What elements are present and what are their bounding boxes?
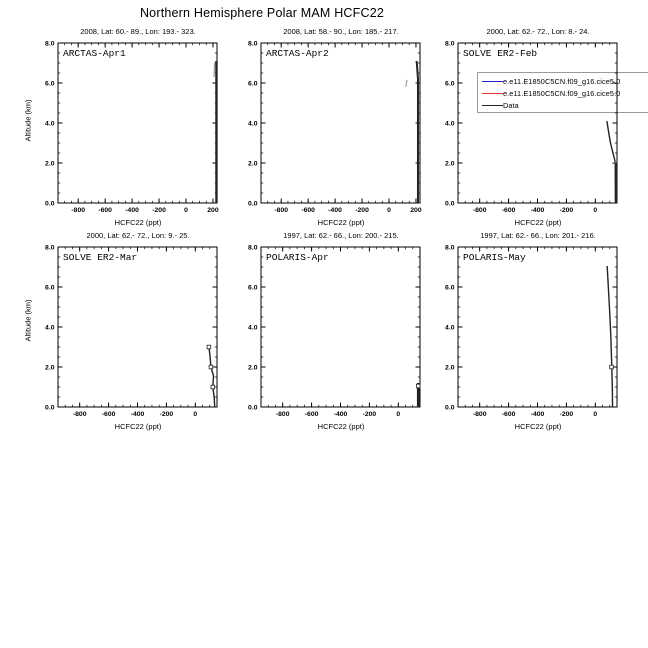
svg-text:-200: -200 [559,411,574,418]
plot-area [241,38,441,216]
plot-area [438,242,638,420]
svg-text:0: 0 [387,207,391,214]
subplot-header: 1997, Lat: 62.- 66., Lon: 201.- 216. [480,231,596,240]
svg-text:-800: -800 [71,207,86,214]
svg-text:-400: -400 [530,207,545,214]
chart-title: Northern Hemisphere Polar MAM HCFC22 [139,6,385,20]
svg-text:-600: -600 [301,207,315,214]
subplot-header: 2008, Lat: 58.- 90., Lon: 185.- 217. [283,27,399,36]
x-axis-label: HCFC22 (ppt) [317,218,365,227]
svg-text:-200: -200 [355,207,369,214]
x-axis-label: HCFC22 (ppt) [317,422,365,431]
x-axis-label: HCFC22 (ppt) [114,422,162,431]
subplot-title: SOLVE ER2-Feb [463,48,538,59]
legend-label: e.e11.E1850C5CN.f09_g16.cice5.0 [503,76,621,86]
subplot-solve-er2-feb [438,27,638,238]
plot-area [38,38,238,216]
svg-text:4.0: 4.0 [445,120,455,128]
svg-text:0.0: 0.0 [248,404,258,412]
legend-label: Data [503,100,519,110]
svg-text:2.0: 2.0 [248,160,258,168]
subplot-polaris-may [438,231,638,442]
svg-text:2.0: 2.0 [45,364,55,372]
svg-text:6.0: 6.0 [248,80,258,88]
subplot-header: 2000, Lat: 62.- 72., Lon: 9.- 25. [86,231,190,240]
subplot-title: POLARIS-May [463,252,526,263]
subplot-title: ARCTAS-Apr1 [63,48,126,59]
y-axis-label-bottom-row: Altitude (km) [23,299,33,342]
svg-text:4.0: 4.0 [248,324,258,332]
svg-text:2.0: 2.0 [248,364,258,372]
svg-text:0.0: 0.0 [445,404,455,412]
svg-text:-800: -800 [472,411,487,418]
x-axis-label: HCFC22 (ppt) [514,422,562,431]
svg-text:-200: -200 [152,207,166,214]
svg-text:0: 0 [593,411,598,418]
svg-text:6.0: 6.0 [248,284,258,292]
svg-text:-600: -600 [304,411,319,418]
subplot-polaris-apr [241,231,441,442]
svg-text:8.0: 8.0 [445,40,455,48]
svg-text:0.0: 0.0 [45,200,55,208]
svg-text:6.0: 6.0 [45,80,55,88]
svg-text:200: 200 [207,207,219,214]
plot-area [241,242,441,420]
svg-text:4.0: 4.0 [45,120,55,128]
svg-text:200: 200 [410,207,422,214]
svg-text:-800: -800 [274,207,289,214]
svg-text:-400: -400 [328,207,342,214]
plot-area [438,38,638,216]
subplot-title: SOLVE ER2-Mar [63,252,138,263]
svg-text:-400: -400 [130,411,145,418]
subplot-title: ARCTAS-Apr2 [266,48,329,59]
svg-text:8.0: 8.0 [445,244,455,252]
svg-text:-600: -600 [98,207,112,214]
svg-text:-600: -600 [501,207,516,214]
subplot-arctas-apr1 [38,27,238,238]
svg-text:-800: -800 [72,411,87,418]
x-axis-label: HCFC22 (ppt) [114,218,162,227]
svg-text:-200: -200 [362,411,377,418]
svg-text:4.0: 4.0 [45,324,55,332]
svg-text:6.0: 6.0 [45,284,55,292]
subplot-solve-er2-mar [38,231,238,442]
legend-label: e.e11.E1850C5CN.f09_g16.cice5.0 [503,88,621,98]
y-axis-label-top-row: Altitude (km) [23,99,33,142]
svg-text:-200: -200 [159,411,174,418]
svg-text:0: 0 [593,207,598,214]
svg-text:4.0: 4.0 [248,120,258,128]
plot-area [38,242,238,420]
svg-text:0.0: 0.0 [45,404,55,412]
svg-text:-600: -600 [501,411,516,418]
subplot-arctas-apr2 [241,27,441,238]
svg-text:0: 0 [396,411,401,418]
svg-text:-200: -200 [559,207,574,214]
subplot-header: 2000, Lat: 62.- 72., Lon: 8.- 24. [486,27,590,36]
svg-text:-400: -400 [125,207,139,214]
svg-text:8.0: 8.0 [45,244,55,252]
svg-text:6.0: 6.0 [445,284,455,292]
svg-text:8.0: 8.0 [45,40,55,48]
svg-text:8.0: 8.0 [248,244,258,252]
subplot-header: 2008, Lat: 60.- 89., Lon: 193.- 323. [80,27,196,36]
svg-text:2.0: 2.0 [445,364,455,372]
svg-text:-600: -600 [101,411,116,418]
subplot-header: 1997, Lat: 62.- 66., Lon: 200.- 215. [283,231,399,240]
svg-text:6.0: 6.0 [445,80,455,88]
svg-text:-800: -800 [275,411,290,418]
svg-text:8.0: 8.0 [248,40,258,48]
svg-text:4.0: 4.0 [445,324,455,332]
svg-text:2.0: 2.0 [45,160,55,168]
svg-text:2.0: 2.0 [445,160,455,168]
x-axis-label: HCFC22 (ppt) [514,218,562,227]
svg-text:0: 0 [193,411,198,418]
svg-text:0.0: 0.0 [445,200,455,208]
svg-text:0: 0 [184,207,188,214]
svg-text:0.0: 0.0 [248,200,258,208]
svg-text:-400: -400 [530,411,545,418]
svg-text:-800: -800 [472,207,487,214]
svg-text:-400: -400 [333,411,348,418]
subplot-title: POLARIS-Apr [266,252,329,263]
